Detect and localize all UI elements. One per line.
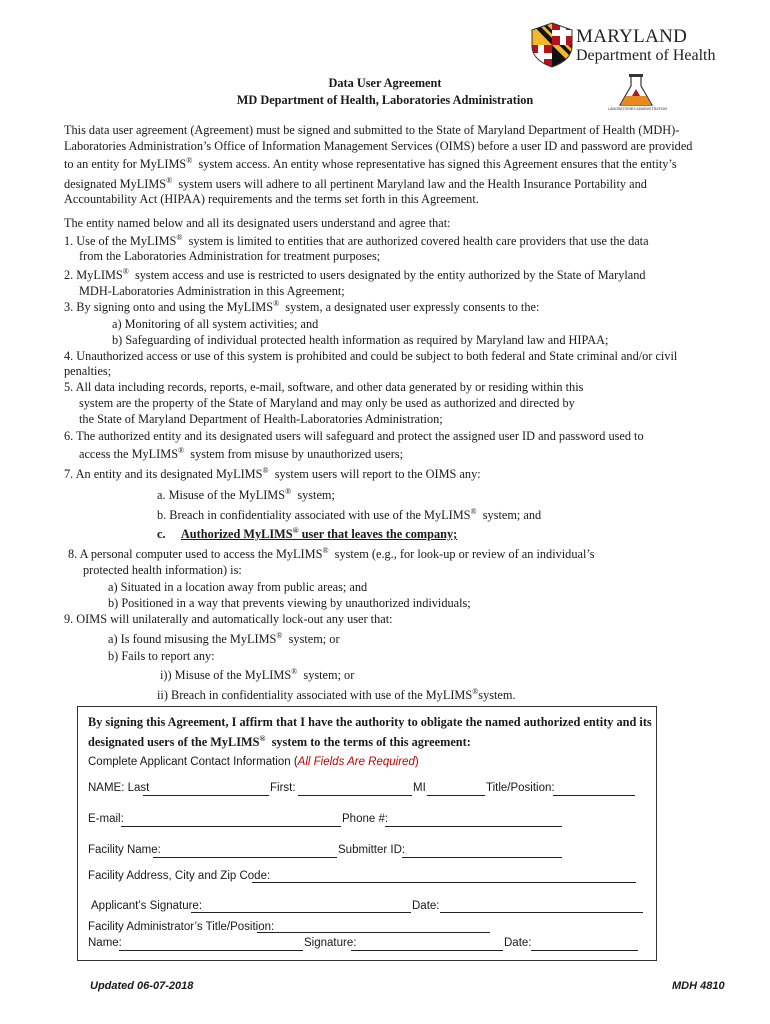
- phone-field[interactable]: [385, 826, 562, 827]
- term-9b: b) Fails to report any:: [108, 649, 215, 663]
- term-3b: b) Safeguarding of individual protected health information as required by Maryland law and HIPAA;: [112, 333, 609, 347]
- intro-line: This data user agreement (Agreement) must be signed and submitted to the State of Maryland Department of Health (MDH)-: [64, 123, 680, 137]
- submitter-id-label: Submitter ID:: [338, 844, 406, 856]
- date-field[interactable]: [440, 912, 643, 913]
- applicant-signature-field[interactable]: [191, 912, 411, 913]
- term-8a: a) Situated in a location away from public areas; and: [108, 580, 368, 594]
- admin-name-label: Name:: [88, 937, 122, 949]
- term-6: 6. The authorized entity and its designated users will safeguard and protect the assigned user ID and password used to: [64, 429, 644, 443]
- affirm-statement-cont: designated users of the MyLIMS® system to the terms of this agreement:: [88, 733, 471, 749]
- admin-signature-field[interactable]: [351, 950, 503, 951]
- lab-logo-caption: LABORATORIES ADMINISTRATION: [608, 107, 667, 111]
- last-name-field[interactable]: [143, 795, 269, 796]
- logo-department-text: Department of Health: [576, 47, 716, 64]
- mi-label: MI: [413, 782, 426, 794]
- term-6-cont: access the MyLIMS® system from misuse by unauthorized users;: [79, 445, 404, 461]
- term-7c: c. Authorized MyLIMS® user that leaves the company;: [157, 525, 458, 541]
- logo-maryland-text: MARYLAND: [576, 26, 688, 47]
- term-9: 9. OIMS will unilaterally and automatically lock-out any user that:: [64, 612, 393, 626]
- last-name-label: NAME: Last: [88, 782, 150, 794]
- term-1-cont: from the Laboratories Administration for treatment purposes;: [79, 249, 381, 263]
- term-9a: a) Is found misusing the MyLIMS® system; or: [108, 630, 340, 646]
- term-7b: b. Breach in confidentiality associated with use of the MyLIMS® system; and: [157, 506, 542, 522]
- facility-name-label: Facility Name:: [88, 844, 161, 856]
- maryland-health-logo: [530, 22, 730, 70]
- email-field[interactable]: [121, 826, 341, 827]
- contact-info-heading: Complete Applicant Contact Information (All Fields Are Required): [88, 756, 419, 768]
- term-5: 5. All data including records, reports, e-mail, software, and other data generated by or residing within this: [64, 380, 584, 394]
- admin-date-label: Date:: [504, 937, 532, 949]
- term-8b: b) Positioned in a way that prevents viewing by unauthorized individuals;: [108, 596, 471, 610]
- term-5-cont: the State of Maryland Department of Health-Laboratories Administration;: [79, 412, 443, 426]
- intro-line: to an entity for MyLIMS® system access. An entity whose representative has signed this Agreement ensures that the entity’s: [64, 155, 677, 171]
- phone-label: Phone #:: [342, 813, 389, 825]
- admin-name-field[interactable]: [119, 950, 303, 951]
- admin-title-field[interactable]: [257, 932, 490, 933]
- admin-title-label: Facility Administrator’s Title/Position:: [88, 921, 275, 933]
- footer-form-number: MDH 4810: [672, 980, 725, 992]
- term-2-cont: MDH-Laboratories Administration in this Agreement;: [79, 284, 345, 298]
- intro-line: Laboratories Administration’s Office of Information Management Services (OIMS) before a user ID and password are provided: [64, 139, 693, 153]
- document-subtitle: MD Department of Health, Laboratories Administration: [236, 93, 534, 107]
- affirm-statement: By signing this Agreement, I affirm that I have the authority to obligate the named authorized entity and its: [88, 715, 652, 729]
- document-title: Data User Agreement: [328, 76, 442, 90]
- term-9b-ii: ii) Breach in confidentiality associated with use of the MyLIMS®system.: [157, 686, 516, 702]
- date-label: Date:: [412, 900, 440, 912]
- facility-name-field[interactable]: [153, 857, 337, 858]
- term-5-cont: system are the property of the State of Maryland and may only be used as authorized and directed by: [79, 396, 575, 410]
- term-3: 3. By signing onto and using the MyLIMS® system, a designated user expressly consents to the:: [64, 298, 540, 314]
- facility-address-label: Facility Address, City and Zip Code:: [88, 870, 271, 882]
- term-8: 8. A personal computer used to access the MyLIMS® system (e.g., for look-up or review of an individual’s: [68, 545, 595, 561]
- terms-intro: The entity named below and all its designated users understand and agree that:: [64, 216, 451, 230]
- email-label: E-mail:: [88, 813, 124, 825]
- title-position-label: Title/Position:: [486, 782, 555, 794]
- term-7a: a. Misuse of the MyLIMS® system;: [157, 486, 335, 502]
- intro-line: Accountability Act (HIPAA) requirements and the terms set forth in this Agreement.: [64, 192, 479, 206]
- term-4: 4. Unauthorized access or use of this system is prohibited and could be subject to both federal and State criminal and/or civil: [64, 349, 678, 363]
- maryland-flag-icon: [530, 22, 574, 68]
- title-position-field[interactable]: [553, 795, 635, 796]
- applicant-signature-label: Applicant’s Signature:: [91, 900, 203, 912]
- term-4-cont: penalties;: [64, 364, 112, 378]
- mi-field[interactable]: [427, 795, 485, 796]
- first-name-field[interactable]: [298, 795, 412, 796]
- term-2: 2. MyLIMS® system access and use is restricted to users designated by the entity authorized by the State of Maryland: [64, 266, 646, 282]
- term-3a: a) Monitoring of all system activities; and: [112, 317, 319, 331]
- first-name-label: First:: [270, 782, 296, 794]
- facility-address-field[interactable]: [252, 882, 636, 883]
- term-9b-i: i)) Misuse of the MyLIMS® system; or: [160, 666, 355, 682]
- admin-date-field[interactable]: [531, 950, 638, 951]
- term-1: 1. Use of the MyLIMS® system is limited to entities that are authorized covered health care providers that use the data: [64, 232, 649, 248]
- term-7: 7. An entity and its designated MyLIMS® system users will report to the OIMS any:: [64, 465, 481, 481]
- admin-signature-label: Signature:: [304, 937, 357, 949]
- required-note: All Fields Are Required: [297, 756, 415, 768]
- term-8-cont: protected health information) is:: [83, 563, 242, 577]
- footer-updated-date: Updated 06-07-2018: [90, 980, 194, 992]
- submitter-id-field[interactable]: [402, 857, 562, 858]
- intro-line: designated MyLIMS® system users will adhere to all pertinent Maryland law and the Health Insurance Portability and: [64, 175, 647, 191]
